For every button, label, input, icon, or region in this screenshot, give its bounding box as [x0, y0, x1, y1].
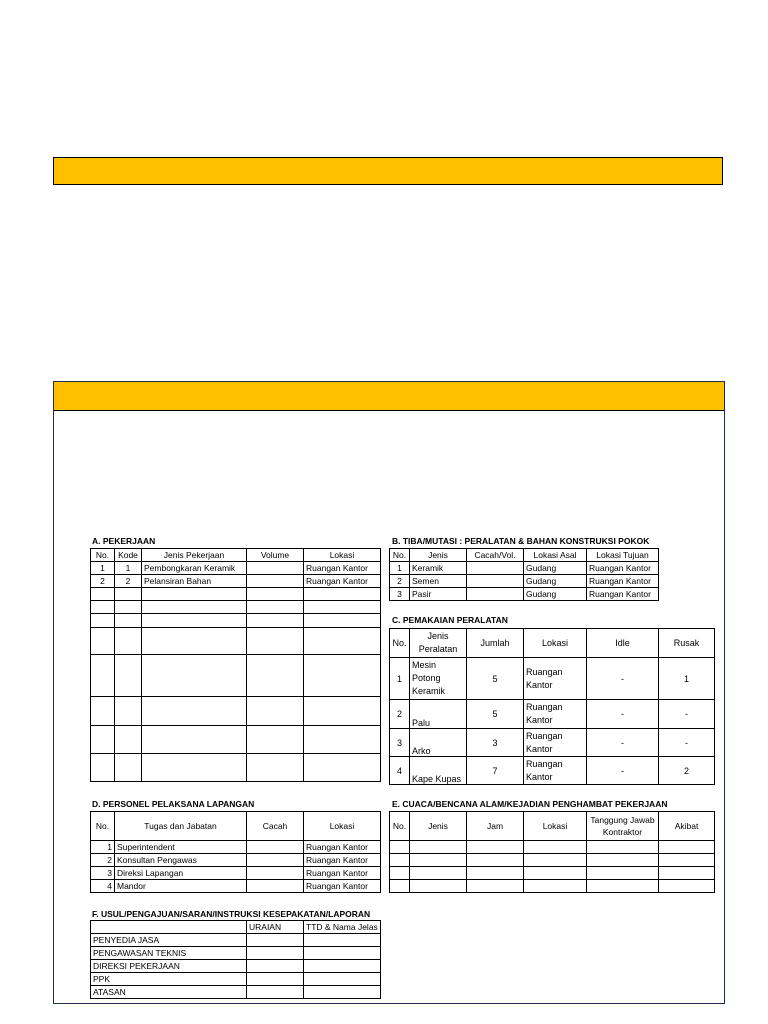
- row-lokasi-asal: Gudang: [524, 588, 587, 601]
- row-jenis: Mesin Potong Keramik: [410, 658, 467, 700]
- row-no: 2: [390, 700, 410, 729]
- col-no: No.: [91, 812, 115, 841]
- row-lokasi: Ruangan Kantor: [304, 841, 381, 854]
- table-row: [91, 854, 381, 867]
- table-row-empty: [91, 655, 381, 697]
- col-idle: Idle: [587, 629, 659, 658]
- table-row: [91, 934, 381, 947]
- row-lokasi-asal: Gudang: [524, 562, 587, 575]
- personel-table: [90, 811, 381, 893]
- table-row-empty: [91, 697, 381, 726]
- table-row: [91, 562, 381, 575]
- row-lokasi-tujuan: Ruangan Kantor: [587, 588, 659, 601]
- table-row: [390, 729, 715, 757]
- row-no: 1: [390, 562, 410, 575]
- row-kode: 2: [115, 575, 142, 588]
- row-no: 2: [91, 575, 115, 588]
- col-akibat: Akibat: [659, 812, 715, 841]
- col-volume: Volume: [247, 549, 304, 562]
- section-peralatan-title: C. PEMAKAIAN PERALATAN: [392, 615, 508, 625]
- table-row-empty: [390, 880, 715, 893]
- row-tugas: Superintendent: [115, 841, 247, 854]
- row-lokasi-tujuan: Ruangan Kantor: [587, 575, 659, 588]
- row-idle: -: [587, 658, 659, 700]
- col-cacah-vol: Cacah/Vol.: [467, 549, 524, 562]
- table-row: [390, 575, 659, 588]
- usul-table: [90, 920, 381, 999]
- row-cacah: [247, 854, 304, 867]
- table-row: [390, 588, 659, 601]
- table-row: [91, 947, 381, 960]
- section-usul-title: F. USUL/PENGAJUAN/SARAN/INSTRUKSI KESEPAKATAN/LAPORAN: [92, 909, 371, 919]
- table-row-empty: [91, 726, 381, 754]
- row-no: 1: [390, 658, 410, 700]
- row-role: PENGAWASAN TEKNIS: [91, 947, 247, 960]
- row-jenis: Pembongkaran Keramik: [142, 562, 247, 575]
- row-jenis: Arko: [410, 729, 467, 757]
- col-jumlah: Jumlah: [467, 629, 524, 658]
- row-jenis: Pelansiran Bahan: [142, 575, 247, 588]
- table-row-empty: [390, 841, 715, 854]
- table-row-empty: [91, 588, 381, 601]
- row-lokasi: Ruangan Kantor: [524, 658, 587, 700]
- table-row-empty: [91, 614, 381, 628]
- col-ttd: TTD & Nama Jelas: [304, 921, 381, 934]
- col-lokasi-tujuan: Lokasi Tujuan: [587, 549, 659, 562]
- row-lokasi: Ruangan Kantor: [304, 575, 381, 588]
- row-lokasi: Ruangan Kantor: [524, 729, 587, 757]
- row-cacah: [247, 867, 304, 880]
- row-no: 3: [390, 729, 410, 757]
- row-rusak: -: [659, 729, 715, 757]
- pekerjaan-table: [90, 548, 381, 782]
- table-row: [91, 960, 381, 973]
- row-jenis: Kape Kupas: [410, 757, 467, 785]
- row-jenis: Pasir: [410, 588, 467, 601]
- col-tanggung-jawab: Tanggung Jawab Kontraktor: [587, 812, 659, 841]
- section-tiba-title: B. TIBA/MUTASI : PERALATAN & BAHAN KONSTRUKSI POKOK: [392, 536, 650, 546]
- section-personel-title: D. PERSONEL PELAKSANA LAPANGAN: [92, 799, 255, 809]
- table-row: [91, 841, 381, 854]
- col-lokasi: Lokasi: [524, 812, 587, 841]
- row-jenis: Palu: [410, 700, 467, 729]
- row-lokasi: Ruangan Kantor: [524, 700, 587, 729]
- row-cacah: [247, 880, 304, 893]
- col-no: No.: [390, 812, 410, 841]
- col-tugas-jabatan: Tugas dan Jabatan: [115, 812, 247, 841]
- col-jenis-pekerjaan: Jenis Pekerjaan: [142, 549, 247, 562]
- table-row-empty: [390, 867, 715, 880]
- report-header-bar: [54, 382, 724, 411]
- col-no: No.: [91, 549, 115, 562]
- col-jenis: Jenis: [410, 549, 467, 562]
- row-no: 2: [390, 575, 410, 588]
- col-role: [91, 921, 247, 934]
- tiba-table: [389, 548, 659, 601]
- row-tugas: Mandor: [115, 880, 247, 893]
- row-cacah: [467, 562, 524, 575]
- peralatan-table: [389, 628, 715, 785]
- table-row: [390, 562, 659, 575]
- top-header-bar: [53, 157, 723, 185]
- table-row-empty: [91, 754, 381, 782]
- row-jenis: Keramik: [410, 562, 467, 575]
- col-kode: Kode: [115, 549, 142, 562]
- row-role: PPK: [91, 973, 247, 986]
- row-jumlah: 7: [467, 757, 524, 785]
- row-no: 4: [91, 880, 115, 893]
- table-row: [91, 973, 381, 986]
- row-no: 3: [390, 588, 410, 601]
- row-idle: -: [587, 700, 659, 729]
- row-role: ATASAN: [91, 986, 247, 999]
- col-jenis-peralatan: Jenis Peralatan: [410, 629, 467, 658]
- row-lokasi: Ruangan Kantor: [304, 880, 381, 893]
- col-lokasi: Lokasi: [304, 812, 381, 841]
- table-row: [91, 986, 381, 999]
- row-idle: -: [587, 729, 659, 757]
- row-idle: -: [587, 757, 659, 785]
- row-role: PENYEDIA JASA: [91, 934, 247, 947]
- table-row: [390, 757, 715, 785]
- col-no: No.: [390, 629, 410, 658]
- table-row: [91, 575, 381, 588]
- col-lokasi: Lokasi: [524, 629, 587, 658]
- row-cacah: [467, 588, 524, 601]
- row-kode: 1: [115, 562, 142, 575]
- row-lokasi: Ruangan Kantor: [304, 867, 381, 880]
- row-cacah: [247, 841, 304, 854]
- row-rusak: -: [659, 700, 715, 729]
- row-jenis: Semen: [410, 575, 467, 588]
- table-row: [390, 700, 715, 729]
- row-jumlah: 5: [467, 700, 524, 729]
- row-no: 3: [91, 867, 115, 880]
- row-volume: [247, 575, 304, 588]
- section-pekerjaan-title: A. PEKERJAAN: [92, 536, 156, 546]
- cuaca-table: [389, 811, 715, 893]
- row-jumlah: 3: [467, 729, 524, 757]
- col-rusak: Rusak: [659, 629, 715, 658]
- table-row-empty: [91, 601, 381, 614]
- table-row: [91, 880, 381, 893]
- table-row: [91, 867, 381, 880]
- row-rusak: 2: [659, 757, 715, 785]
- row-lokasi: Ruangan Kantor: [304, 854, 381, 867]
- row-no: 2: [91, 854, 115, 867]
- section-cuaca-title: E. CUACA/BENCANA ALAM/KEJADIAN PENGHAMBAT PEKERJAAN: [392, 799, 668, 809]
- table-row-empty: [390, 854, 715, 867]
- col-cacah: Cacah: [247, 812, 304, 841]
- row-no: 4: [390, 757, 410, 785]
- row-role: DIREKSI PEKERJAAN: [91, 960, 247, 973]
- row-lokasi: Ruangan Kantor: [524, 757, 587, 785]
- col-uraian: URAIAN: [247, 921, 304, 934]
- row-tugas: Konsultan Pengawas: [115, 854, 247, 867]
- row-lokasi: Ruangan Kantor: [304, 562, 381, 575]
- table-row-empty: [91, 628, 381, 655]
- row-lokasi-asal: Gudang: [524, 575, 587, 588]
- row-jumlah: 5: [467, 658, 524, 700]
- row-lokasi-tujuan: Ruangan Kantor: [587, 562, 659, 575]
- row-tugas: Direksi Lapangan: [115, 867, 247, 880]
- row-no: 1: [91, 841, 115, 854]
- row-cacah: [467, 575, 524, 588]
- row-rusak: 1: [659, 658, 715, 700]
- row-no: 1: [91, 562, 115, 575]
- col-lokasi-asal: Lokasi Asal: [524, 549, 587, 562]
- col-no: No.: [390, 549, 410, 562]
- row-volume: [247, 562, 304, 575]
- col-jenis: Jenis: [410, 812, 467, 841]
- table-row: [390, 658, 715, 700]
- col-lokasi: Lokasi: [304, 549, 381, 562]
- col-jam: Jam: [467, 812, 524, 841]
